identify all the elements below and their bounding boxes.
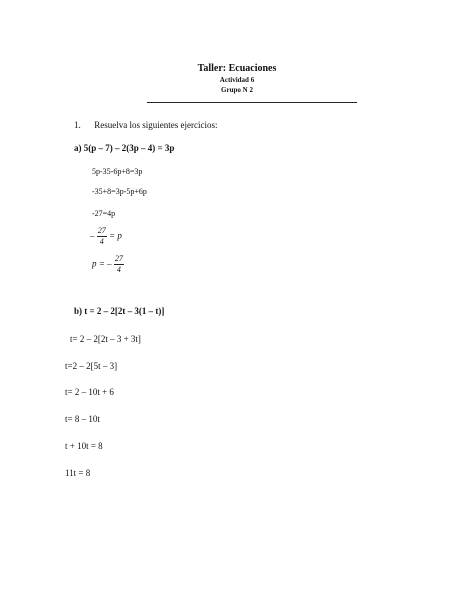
- part-b-step-5: t + 10t = 8: [65, 441, 103, 451]
- question-1: [74, 120, 217, 130]
- part-b-step-6: 11t = 8: [65, 468, 91, 478]
- fraction-numerator: 27: [114, 254, 123, 263]
- part-a-step-1: 5p-35-6p+8=3p: [92, 167, 143, 176]
- fraction-numerator: 27: [97, 226, 106, 235]
- part-b-step-4: t= 8 – 10t: [65, 414, 100, 424]
- part-a-final-step: [92, 254, 124, 275]
- header-divider: [147, 102, 357, 103]
- part-a-label: a) 5(p – 7) – 2(3p – 4) = 3p: [74, 143, 175, 153]
- fraction-suffix: = p: [109, 230, 122, 241]
- fraction: [97, 226, 107, 247]
- part-b-step-2: t=2 – 2[5t – 3]: [65, 361, 118, 371]
- part-b-step-1: t= 2 – 2[2t – 3 + 3t]: [70, 334, 141, 344]
- activity-subtitle: Actividad 6: [219, 76, 255, 84]
- question-text: Resuelva los siguientes ejercicios:: [94, 120, 218, 130]
- fraction-prefix: –: [90, 230, 95, 241]
- part-b-label: b) t = 2 – 2[2t – 3(1 – t)]: [74, 306, 165, 316]
- part-a-step-3: -27=4p: [92, 209, 116, 218]
- group-subtitle: Grupo N 2: [221, 86, 253, 94]
- document-title: Taller: Ecuaciones: [197, 63, 277, 74]
- part-a-step-2: -35+8=3p-5p+6p: [92, 187, 147, 196]
- fraction-denominator: 4: [116, 265, 121, 274]
- fraction: [114, 254, 124, 275]
- final-prefix: p = –: [92, 258, 112, 269]
- fraction-denominator: 4: [99, 237, 104, 246]
- part-b-step-3: t= 2 – 10t + 6: [65, 387, 114, 397]
- part-a-fraction-step: [90, 226, 122, 247]
- question-number: 1.: [74, 120, 81, 130]
